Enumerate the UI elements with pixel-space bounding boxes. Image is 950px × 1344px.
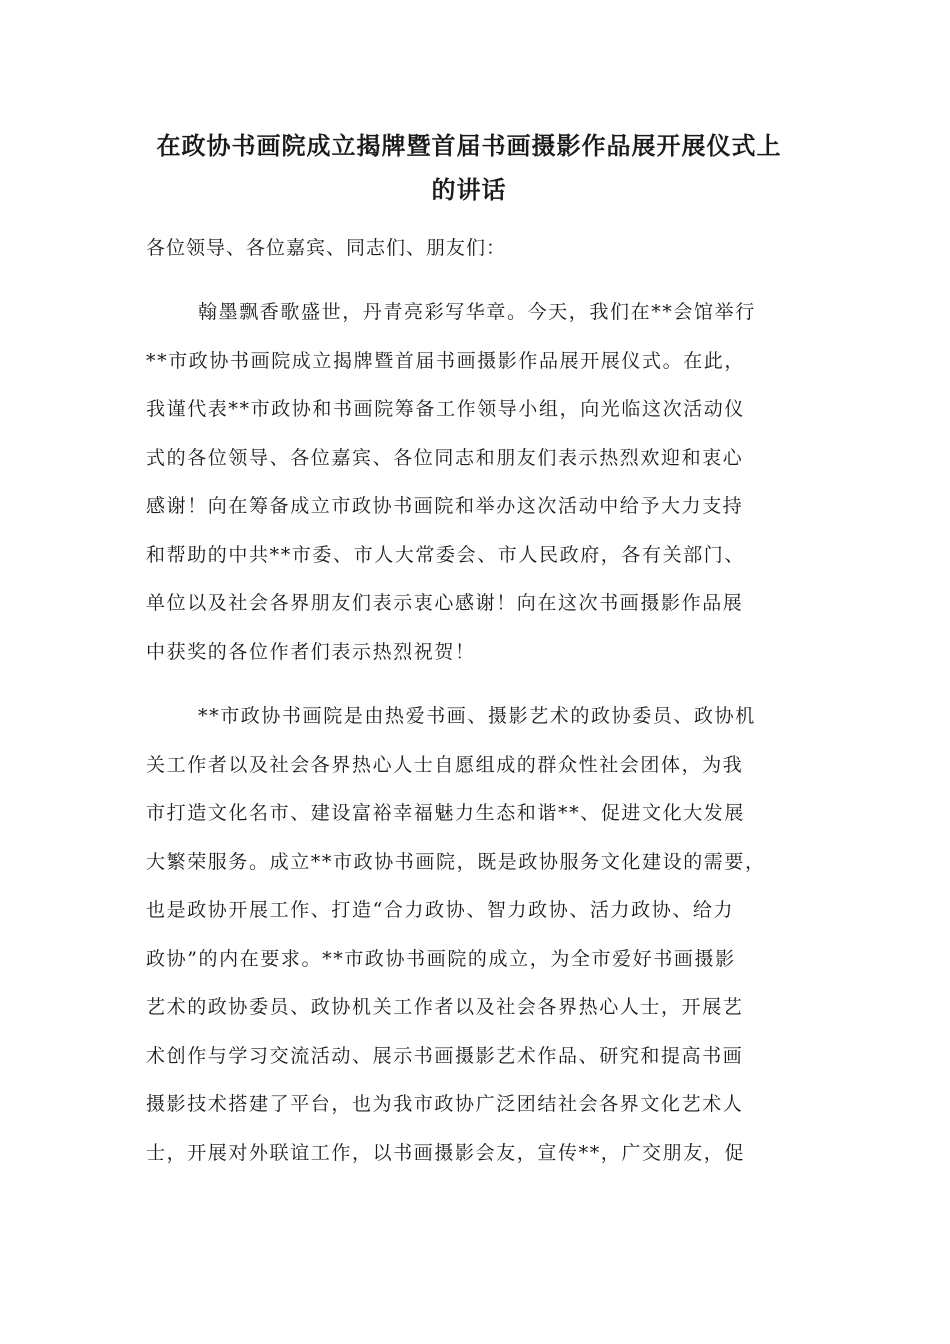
paragraph-line: 摄影技术搭建了平台，也为我市政协广泛团结社会各界文化艺术人 [146, 1093, 744, 1115]
paragraph-line: **市政协书画院是由热爱书画、摄影艺术的政协委员、政协机 [198, 705, 756, 727]
paragraph-line: 术创作与学习交流活动、展示书画摄影艺术作品、研究和提高书画 [146, 1044, 744, 1067]
paragraph-line: **市政协书画院成立揭牌暨首届书画摄影作品展开展仪式。在此， [146, 349, 746, 372]
paragraph-1 [146, 288, 792, 676]
paragraph-line: 我谨代表**市政协和书画院筹备工作领导小组，向光临这次活动仪 [146, 398, 746, 420]
paragraph-line: 和帮助的中共**市委、市人大常委会、市人民政府，各有关部门、 [146, 543, 746, 566]
title-line: 的讲话 [431, 175, 507, 204]
paragraph-line: 政协”的内在要求。**市政协书画院的成立，为全市爱好书画摄影 [146, 947, 736, 970]
paragraph-line: 士，开展对外联谊工作，以书画摄影会友，宣传**，广交朋友，促 [146, 1141, 746, 1164]
paragraph-line: 关工作者以及社会各界热心人士自愿组成的群众性社会团体，为我 [146, 753, 744, 776]
salutation: 各位领导、各位嘉宾、同志们、朋友们： [146, 237, 507, 259]
paragraph-line: 感谢！向在筹备成立市政协书画院和举办这次活动中给予大力支持 [146, 495, 744, 517]
paragraph-line: 式的各位领导、各位嘉宾、各位同志和朋友们表示热烈欢迎和衷心 [146, 446, 744, 469]
paragraph-line: 也是政协开展工作、打造“合力政协、智力政协、活力政协、给力 [146, 899, 735, 921]
paragraph-2 [146, 692, 792, 1177]
paragraph-line: 单位以及社会各界朋友们表示衷心感谢！向在这次书画摄影作品展 [146, 592, 744, 614]
document-title [146, 124, 792, 212]
paragraph-line: 翰墨飘香歌盛世，丹青亮彩写华章。今天，我们在**会馆举行 [198, 301, 756, 323]
paragraph-line: 艺术的政协委员、政协机关工作者以及社会各界热心人士，开展艺 [146, 996, 744, 1018]
paragraph-line: 大繁荣服务。成立**市政协书画院，既是政协服务文化建设的需要， [146, 850, 766, 873]
title-line: 在政协书画院成立揭牌暨首届书画摄影作品展开展仪式上 [156, 131, 782, 160]
paragraph-line: 中获奖的各位作者们表示热烈祝贺！ [146, 640, 476, 663]
paragraph-line: 市打造文化名市、建设富裕幸福魅力生态和谐**、促进文化大发展 [146, 802, 746, 824]
